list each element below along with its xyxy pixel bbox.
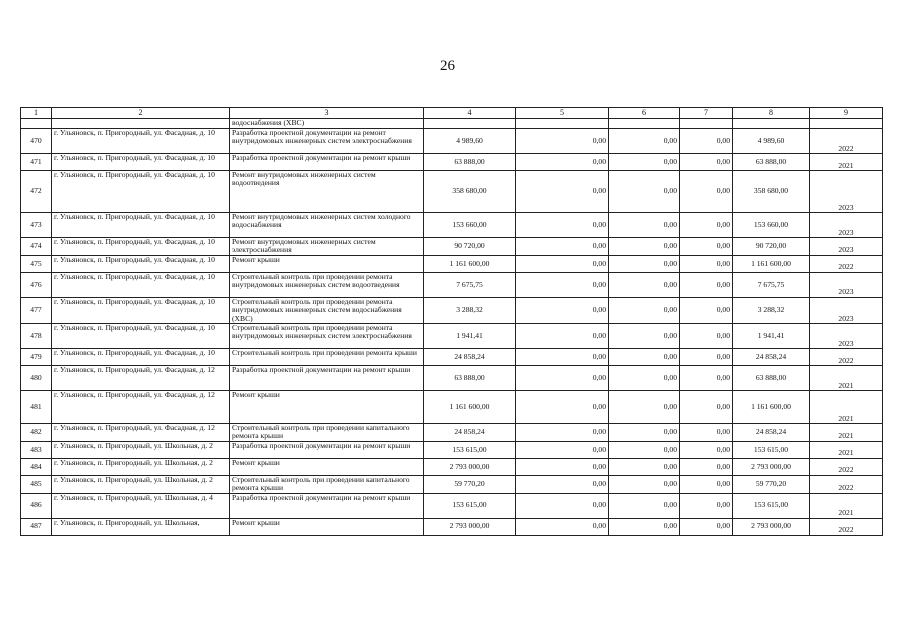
- work-type-cell: Строительный контроль при проведении ремонта внутридомовых инженерных систем электроснабжения: [230, 324, 424, 349]
- work-type-cell: Ремонт крыши: [230, 391, 424, 424]
- col5-value: 0,00: [516, 475, 609, 493]
- col6-value: 0,00: [609, 441, 680, 458]
- col4-value: 24 858,24: [424, 349, 516, 366]
- work-type-cell: Ремонт внутридомовых инженерных систем водоотведения: [230, 171, 424, 213]
- col6-value: 0,00: [609, 129, 680, 154]
- work-type-cell: Разработка проектной документации на ремонт крыши: [230, 441, 424, 458]
- work-type-cell: Ремонт внутридомовых инженерных систем холодного водоснабжения: [230, 213, 424, 238]
- col8-value: 2 793 000,00: [733, 518, 810, 535]
- row-number: 479: [21, 349, 52, 366]
- table-row: [21, 518, 883, 535]
- year-cell: 2021: [810, 424, 883, 442]
- col4-value: 1 161 600,00: [424, 255, 516, 272]
- row-number: 482: [21, 424, 52, 442]
- col6-value: 0,00: [609, 272, 680, 297]
- year-cell: 2021: [810, 391, 883, 424]
- address-cell: г. Ульяновск, п. Пригородный, ул. Фасадная, д. 10: [52, 154, 230, 171]
- col7-value: 0,00: [680, 213, 733, 238]
- row-number: 471: [21, 154, 52, 171]
- header-col-8: 8: [733, 108, 810, 119]
- col6-value: 0,00: [609, 238, 680, 256]
- header-col-2: 2: [52, 108, 230, 119]
- col7-value: 0,00: [680, 171, 733, 213]
- year-cell: 2022: [810, 349, 883, 366]
- year-cell: 2022: [810, 255, 883, 272]
- row-number: 486: [21, 493, 52, 518]
- col8-value: 358 680,00: [733, 171, 810, 213]
- row-number: 478: [21, 324, 52, 349]
- row-number: 476: [21, 272, 52, 297]
- col5-value: 0,00: [516, 171, 609, 213]
- row-number: 473: [21, 213, 52, 238]
- col7-value: 0,00: [680, 475, 733, 493]
- address-cell: г. Ульяновск, п. Пригородный, ул. Фасадная, д. 12: [52, 366, 230, 391]
- year-cell: 2022: [810, 518, 883, 535]
- address-cell: г. Ульяновск, п. Пригородный, ул. Школьная, д. 4: [52, 493, 230, 518]
- capital-repair-table: [20, 107, 883, 536]
- col4-value: 153 660,00: [424, 213, 516, 238]
- col6-value: 0,00: [609, 475, 680, 493]
- col7-value: 0,00: [680, 424, 733, 442]
- header-col-7: 7: [680, 108, 733, 119]
- col5-value: 0,00: [516, 518, 609, 535]
- year-cell: 2023: [810, 213, 883, 238]
- header-col-5: 5: [516, 108, 609, 119]
- col6-value: 0,00: [609, 324, 680, 349]
- col8-value: 1 161 600,00: [733, 391, 810, 424]
- col8-value: 1 941,41: [733, 324, 810, 349]
- work-type-cell: Ремонт крыши: [230, 255, 424, 272]
- address-cell: г. Ульяновск, п. Пригородный, ул. Школьная,: [52, 518, 230, 535]
- col7-value: 0,00: [680, 391, 733, 424]
- address-cell: г. Ульяновск, п. Пригородный, ул. Фасадная, д. 10: [52, 129, 230, 154]
- table-row: [21, 213, 883, 238]
- row-number: 474: [21, 238, 52, 256]
- address-cell: г. Ульяновск, п. Пригородный, ул. Фасадная, д. 10: [52, 213, 230, 238]
- col5-value: 0,00: [516, 458, 609, 475]
- col4-value: 153 615,00: [424, 493, 516, 518]
- page-number: 26: [440, 58, 455, 74]
- year-cell: 2023: [810, 238, 883, 256]
- table-row: [21, 272, 883, 297]
- col8-value: 2 793 000,00: [733, 458, 810, 475]
- col8-value: 90 720,00: [733, 238, 810, 256]
- col5-value: 0,00: [516, 324, 609, 349]
- year-cell: 2023: [810, 171, 883, 213]
- carryover-row: [21, 119, 883, 129]
- year-cell: 2023: [810, 297, 883, 323]
- work-type-cell: Ремонт крыши: [230, 518, 424, 535]
- table-row: [21, 391, 883, 424]
- header-col-1: 1: [21, 108, 52, 119]
- col4-value: 358 680,00: [424, 171, 516, 213]
- col8-value: 4 989,60: [733, 129, 810, 154]
- row-number: 477: [21, 297, 52, 323]
- col5-value: 0,00: [516, 366, 609, 391]
- table-row: [21, 171, 883, 213]
- work-type-cell: Ремонт крыши: [230, 458, 424, 475]
- col5-value: 0,00: [516, 272, 609, 297]
- col8-value: 59 770,20: [733, 475, 810, 493]
- address-cell: г. Ульяновск, п. Пригородный, ул. Фасадная, д. 12: [52, 424, 230, 442]
- carryover-text: водоснабжения (ХВС): [230, 119, 424, 129]
- address-cell: г. Ульяновск, п. Пригородный, ул. Фасадная, д. 10: [52, 171, 230, 213]
- col6-value: 0,00: [609, 349, 680, 366]
- address-cell: г. Ульяновск, п. Пригородный, ул. Школьная, д. 2: [52, 441, 230, 458]
- row-number: 487: [21, 518, 52, 535]
- address-cell: г. Ульяновск, п. Пригородный, ул. Фасадная, д. 10: [52, 324, 230, 349]
- header-col-4: 4: [424, 108, 516, 119]
- address-cell: г. Ульяновск, п. Пригородный, ул. Фасадная, д. 10: [52, 297, 230, 323]
- col5-value: 0,00: [516, 297, 609, 323]
- work-type-cell: Строительный контроль при проведении ремонта крыши: [230, 349, 424, 366]
- col8-value: 63 888,00: [733, 154, 810, 171]
- col7-value: 0,00: [680, 272, 733, 297]
- col6-value: 0,00: [609, 255, 680, 272]
- col7-value: 0,00: [680, 518, 733, 535]
- table-row: [21, 154, 883, 171]
- col4-value: 1 941,41: [424, 324, 516, 349]
- col5-value: 0,00: [516, 154, 609, 171]
- col6-value: 0,00: [609, 366, 680, 391]
- col6-value: 0,00: [609, 493, 680, 518]
- col8-value: 1 161 600,00: [733, 255, 810, 272]
- row-number: 480: [21, 366, 52, 391]
- table-row: [21, 297, 883, 323]
- col6-value: 0,00: [609, 297, 680, 323]
- year-cell: 2022: [810, 475, 883, 493]
- col4-value: 24 858,24: [424, 424, 516, 442]
- col7-value: 0,00: [680, 458, 733, 475]
- col5-value: 0,00: [516, 213, 609, 238]
- col8-value: 24 858,24: [733, 424, 810, 442]
- table-header: [21, 108, 883, 119]
- table-row: [21, 366, 883, 391]
- col5-value: 0,00: [516, 391, 609, 424]
- col6-value: 0,00: [609, 171, 680, 213]
- table-row: [21, 475, 883, 493]
- address-cell: г. Ульяновск, п. Пригородный, ул. Фасадная, д. 10: [52, 272, 230, 297]
- work-type-cell: Разработка проектной документации на ремонт внутридомовых инженерных систем электроснабжения: [230, 129, 424, 154]
- table-row: [21, 349, 883, 366]
- col7-value: 0,00: [680, 441, 733, 458]
- row-number: 470: [21, 129, 52, 154]
- work-type-cell: Строительный контроль при проведении капитального ремонта крыши: [230, 424, 424, 442]
- col7-value: 0,00: [680, 255, 733, 272]
- header-col-9: 9: [810, 108, 883, 119]
- col7-value: 0,00: [680, 366, 733, 391]
- col4-value: 4 989,60: [424, 129, 516, 154]
- col4-value: 7 675,75: [424, 272, 516, 297]
- col5-value: 0,00: [516, 238, 609, 256]
- table-row: [21, 238, 883, 256]
- address-cell: г. Ульяновск, п. Пригородный, ул. Фасадная, д. 10: [52, 255, 230, 272]
- row-number: 485: [21, 475, 52, 493]
- header-col-3: 3: [230, 108, 424, 119]
- year-cell: 2023: [810, 324, 883, 349]
- col5-value: 0,00: [516, 424, 609, 442]
- col5-value: 0,00: [516, 129, 609, 154]
- col8-value: 153 615,00: [733, 441, 810, 458]
- address-cell: г. Ульяновск, п. Пригородный, ул. Фасадная, д. 10: [52, 349, 230, 366]
- table-row: [21, 255, 883, 272]
- col4-value: 1 161 600,00: [424, 391, 516, 424]
- col5-value: 0,00: [516, 493, 609, 518]
- work-type-cell: Строительный контроль при проведении ремонта внутридомовых инженерных систем водоотведения: [230, 272, 424, 297]
- col4-value: 59 770,20: [424, 475, 516, 493]
- col8-value: 24 858,24: [733, 349, 810, 366]
- year-cell: 2021: [810, 154, 883, 171]
- col7-value: 0,00: [680, 349, 733, 366]
- year-cell: 2021: [810, 366, 883, 391]
- header-col-6: 6: [609, 108, 680, 119]
- col4-value: 63 888,00: [424, 154, 516, 171]
- col4-value: 90 720,00: [424, 238, 516, 256]
- col6-value: 0,00: [609, 391, 680, 424]
- address-cell: г. Ульяновск, п. Пригородный, ул. Фасадная, д. 12: [52, 391, 230, 424]
- work-type-cell: Разработка проектной документации на ремонт крыши: [230, 154, 424, 171]
- work-type-cell: Строительный контроль при проведении ремонта внутридомовых инженерных систем водоснабжения (ХВС): [230, 297, 424, 323]
- row-number: 475: [21, 255, 52, 272]
- col7-value: 0,00: [680, 297, 733, 323]
- table-row: [21, 493, 883, 518]
- col8-value: 3 288,32: [733, 297, 810, 323]
- col5-value: 0,00: [516, 441, 609, 458]
- year-cell: 2023: [810, 272, 883, 297]
- row-number: 481: [21, 391, 52, 424]
- col7-value: 0,00: [680, 324, 733, 349]
- year-cell: 2021: [810, 441, 883, 458]
- table-row: [21, 424, 883, 442]
- col4-value: 2 793 000,00: [424, 458, 516, 475]
- year-cell: 2022: [810, 129, 883, 154]
- work-type-cell: Разработка проектной документации на ремонт крыши: [230, 493, 424, 518]
- col8-value: 63 888,00: [733, 366, 810, 391]
- table-row: [21, 324, 883, 349]
- col8-value: 153 615,00: [733, 493, 810, 518]
- row-number: 472: [21, 171, 52, 213]
- col6-value: 0,00: [609, 213, 680, 238]
- year-cell: 2022: [810, 458, 883, 475]
- work-type-cell: Ремонт внутридомовых инженерных систем электроснабжения: [230, 238, 424, 256]
- col6-value: 0,00: [609, 458, 680, 475]
- work-type-cell: Строительный контроль при проведении капитального ремонта крыши: [230, 475, 424, 493]
- table-body: [21, 119, 883, 536]
- col4-value: 63 888,00: [424, 366, 516, 391]
- address-cell: г. Ульяновск, п. Пригородный, ул. Школьная, д. 2: [52, 475, 230, 493]
- table-row: [21, 441, 883, 458]
- year-cell: 2021: [810, 493, 883, 518]
- col4-value: 2 793 000,00: [424, 518, 516, 535]
- row-number: 484: [21, 458, 52, 475]
- work-type-cell: Разработка проектной документации на ремонт крыши: [230, 366, 424, 391]
- address-cell: г. Ульяновск, п. Пригородный, ул. Фасадная, д. 10: [52, 238, 230, 256]
- col8-value: 153 660,00: [733, 213, 810, 238]
- col5-value: 0,00: [516, 255, 609, 272]
- col7-value: 0,00: [680, 238, 733, 256]
- col6-value: 0,00: [609, 518, 680, 535]
- col6-value: 0,00: [609, 424, 680, 442]
- col7-value: 0,00: [680, 154, 733, 171]
- col7-value: 0,00: [680, 129, 733, 154]
- col5-value: 0,00: [516, 349, 609, 366]
- col4-value: 3 288,32: [424, 297, 516, 323]
- col4-value: 153 615,00: [424, 441, 516, 458]
- row-number: 483: [21, 441, 52, 458]
- table-row: [21, 458, 883, 475]
- table-row: [21, 129, 883, 154]
- col7-value: 0,00: [680, 493, 733, 518]
- address-cell: г. Ульяновск, п. Пригородный, ул. Школьная, д. 2: [52, 458, 230, 475]
- col8-value: 7 675,75: [733, 272, 810, 297]
- col6-value: 0,00: [609, 154, 680, 171]
